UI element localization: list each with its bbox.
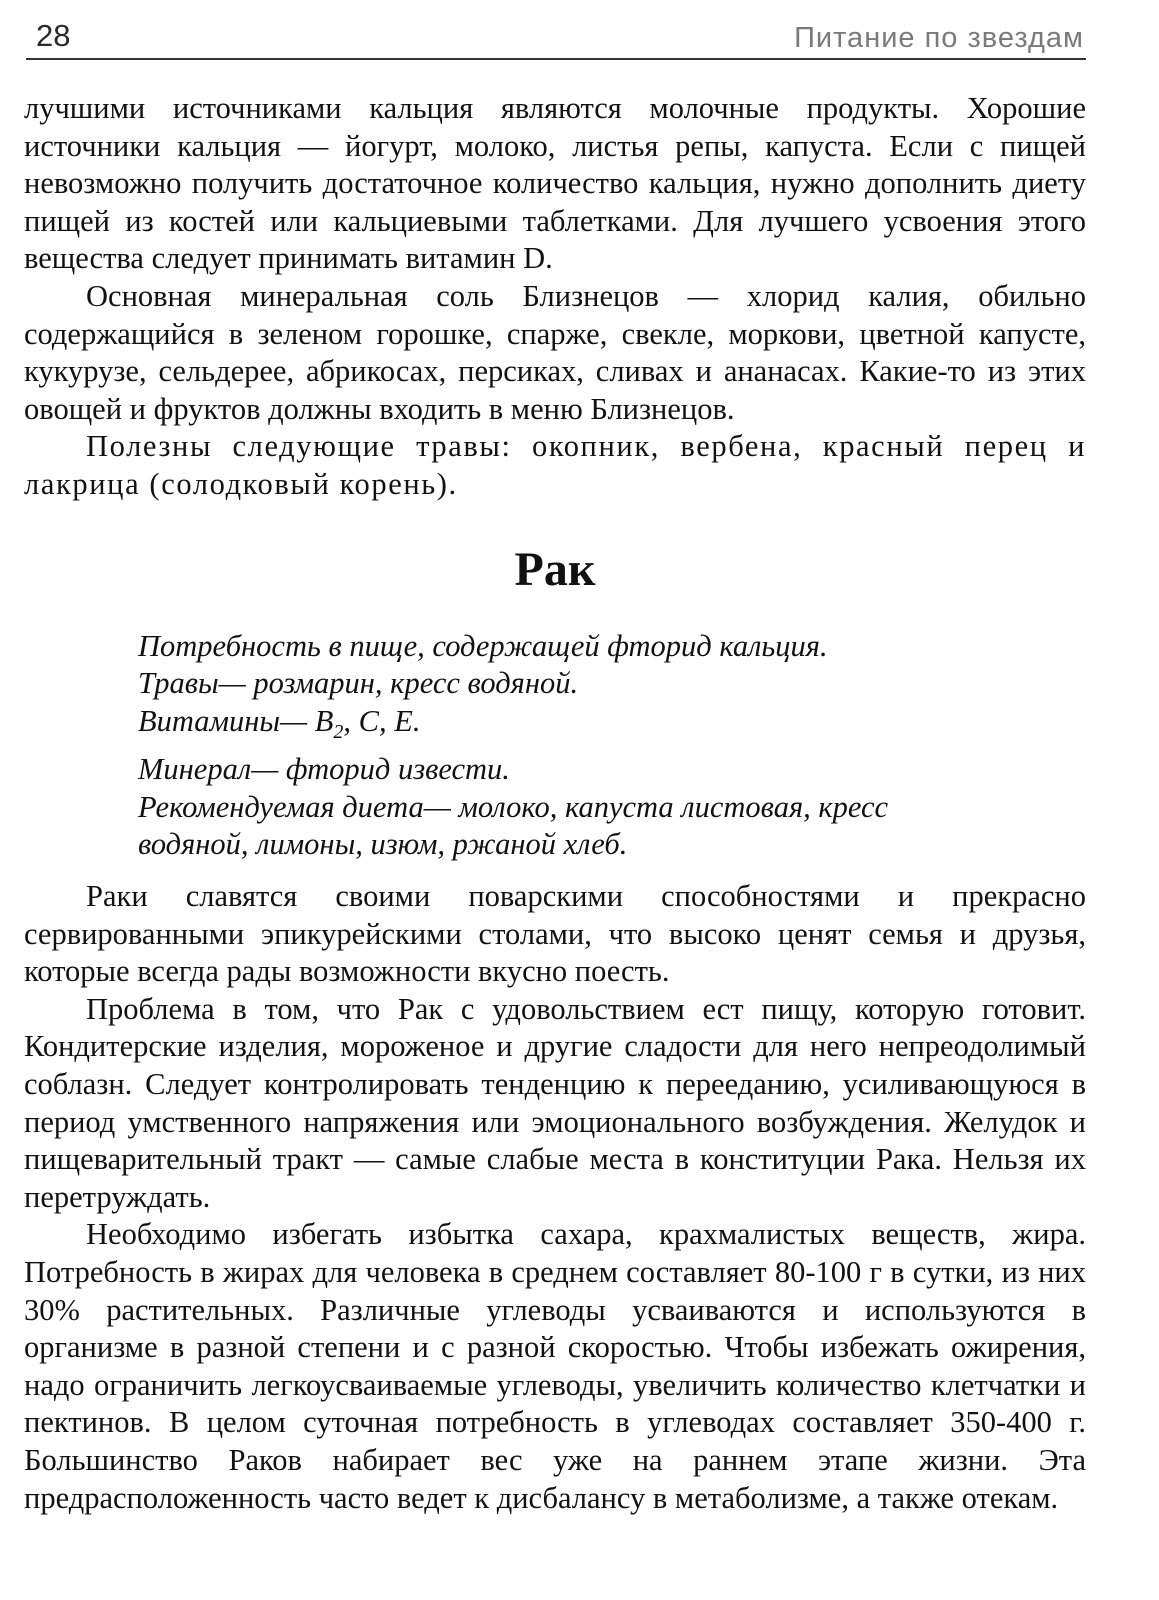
header-rule (26, 58, 1086, 60)
summary-need: Потребность в пище, содержащей фторид кальция. (138, 629, 828, 663)
vitamins-prefix: Витамины— B (138, 703, 334, 738)
section-title: Рак (514, 543, 596, 596)
summary-mineral: Минерал— фторид извести. (138, 752, 510, 787)
running-title: Питание по звездам (794, 22, 1084, 54)
summary-diet-line-2: водяной, лимоны, изюм, ржаной хлеб. (138, 827, 628, 862)
vitamins-subscript: 2 (333, 720, 344, 743)
summary-vitamins (138, 703, 1084, 751)
intro-paragraph-3: Полезны следующие травы: окопник, вербена, красный перец и лакрица (солодковый корень). (24, 429, 1086, 501)
summary-herbs: Травы— розмарин, кресс водяной. (138, 666, 579, 701)
section-paragraph-3: Необходимо избегать избытка сахара, крахмалистых веществ, жира. Потребность в жирах для человека в среднем составляет 80-100 г в сутки, из них 30% растительных. Различные углеводы усваиваются и используются в организме в разной степени и с разной скоростью. Чтобы избежать ожирения, надо ограничить легкоусваиваемые углеводы, увеличить количество клетчатки и пектинов. В целом суточная потребность в углеводах составляет 350-400 г. Большинство Раков набирает вес уже на раннем этапе жизни. Эта предрасположенность часто ведет к дисбалансу в метаболизме, а также отекам. (24, 1217, 1086, 1515)
section-paragraph-1: Раки славятся своими поварскими способностями и прекрасно сервированными эпикурейскими столами, что высоко ценят семья и друзья, которые всегда рады возможности вкусно поесть. (24, 879, 1086, 989)
intro-paragraph-1: лучшими источниками кальция являются молочные продукты. Хорошие источники кальция — йогурт, молоко, листья репы, капуста. Если с пищей невозможно получить достаточное количество кальция, нужно дополнить диету пищей из костей или кальциевыми таблетками. Для лучшего усвоения этого вещества следует принимать витамин D. (24, 91, 1086, 276)
vitamins-suffix: , C, E. (343, 703, 421, 738)
intro-text (24, 90, 1086, 504)
intro-paragraph-2: Основная минеральная соль Близнецов — хлорид калия, обильно содержащийся в зеленом горошке, спарже, свекле, моркови, цветной капусте, кукурузе, сельдерее, абрикосах, персиках, сливах и ананасах. Какие-то из этих овощей и фруктов должны входить в меню Близнецов. (24, 278, 1086, 426)
section-summary (138, 628, 1084, 863)
section-paragraph-2: Проблема в том, что Рак с удовольствием ест пищу, которую готовит. Кондитерские изделия, мороженое и другие сладости для него непреодолимый соблазн. Следует контролировать тенденцию к перееданию, усиливающуюся в период умственного напряжения или эмоционального возбуждения. Желудок и пищеварительный тракт — самые слабые места в конституции Рака. Нельзя их перетруждать. (24, 991, 1086, 1214)
page-number: 28 (36, 18, 71, 53)
page-header (26, 16, 1086, 60)
summary-diet-line-1: Рекомендуемая диета— молоко, капуста листовая, кресс (138, 789, 889, 824)
section-text (24, 878, 1086, 1517)
